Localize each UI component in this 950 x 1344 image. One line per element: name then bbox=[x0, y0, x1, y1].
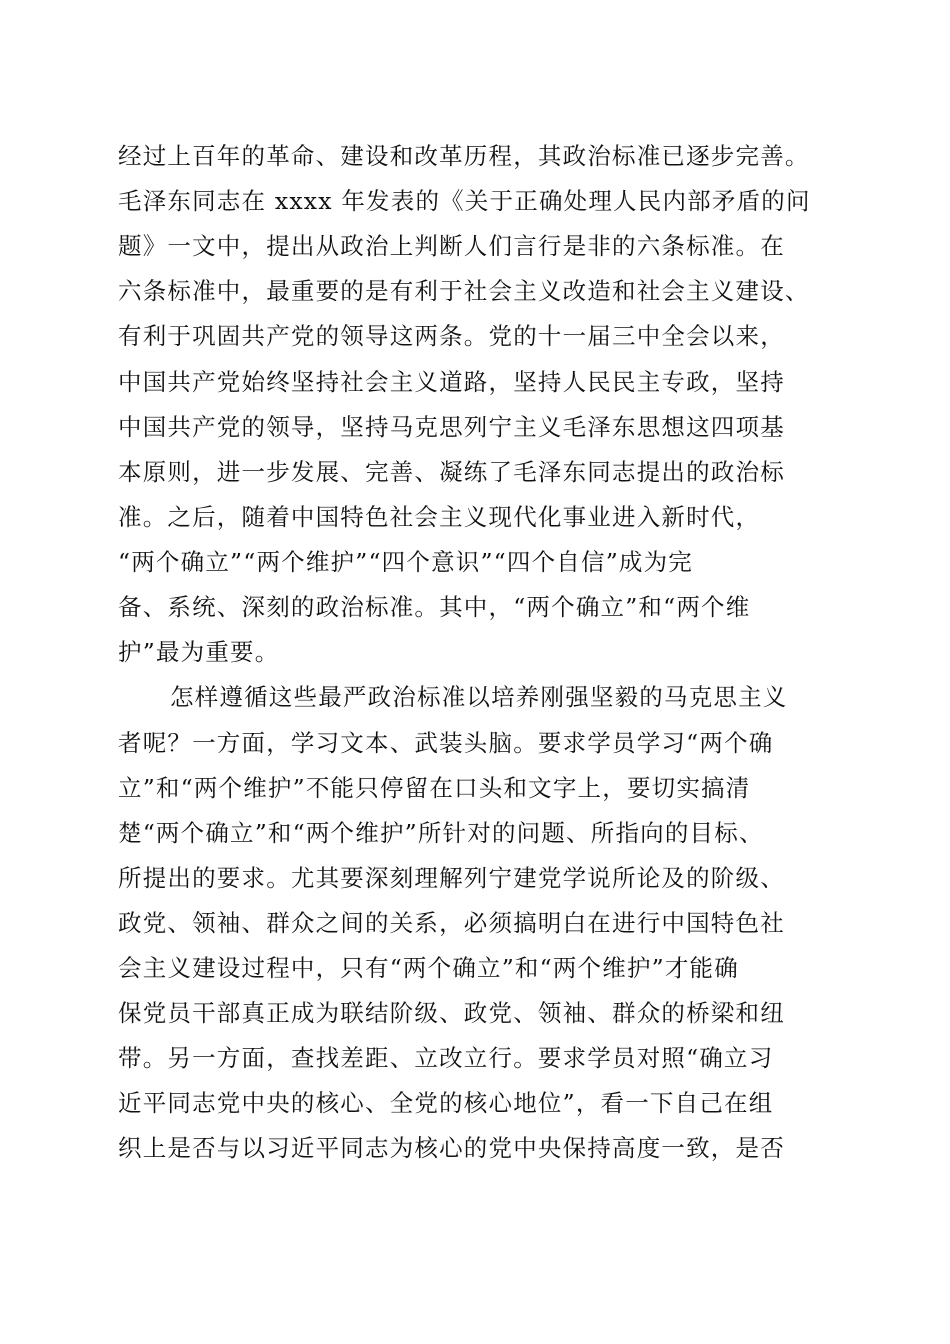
text-line: 准。之后，随着中国特色社会主义现代化事业进入新时代， bbox=[118, 503, 761, 531]
text-line: 题》一文中，提出从政治上判断人们言行是非的六条标准。在 bbox=[118, 232, 785, 260]
paragraph-first-line: 怎样遵循这些最严政治标准以培养刚强坚毅的马克思主义 bbox=[170, 683, 788, 711]
text-line: 本原则，进一步发展、完善、凝练了毛泽东同志提出的政治标 bbox=[118, 458, 785, 486]
text-line: 毛泽东同志在 xxxx 年发表的《关于正确处理人民内部矛盾的问 bbox=[118, 187, 811, 215]
text-line: 护”最为重要。 bbox=[118, 638, 280, 666]
text-line: 带。另一方面，查找差距、立改立行。要求学员对照“确立习 bbox=[118, 1044, 774, 1072]
text-line: 所提出的要求。尤其要深刻理解列宁建党学说所论及的阶级、 bbox=[118, 864, 785, 892]
text-line: “两个确立”“两个维护”“四个意识”“四个自信”成为完 bbox=[118, 548, 694, 576]
text-line: 近平同志党中央的核心、全党的核心地位”，看一下自己在组 bbox=[118, 1089, 774, 1117]
text-line: 保党员干部真正成为联结阶级、政党、领袖、群众的桥梁和纽 bbox=[118, 999, 785, 1027]
text-line: 备、系统、深刻的政治标准。其中，“两个确立”和“两个维 bbox=[118, 593, 751, 621]
text-line: 织上是否与以习近平同志为核心的党中央保持高度一致，是否 bbox=[118, 1134, 785, 1162]
text-line: 中国共产党的领导，坚持马克思列宁主义毛泽东思想这四项基 bbox=[118, 413, 785, 441]
text-line: 者呢？一方面，学习文本、武装头脑。要求学员学习“两个确 bbox=[118, 729, 774, 757]
text-line: 会主义建设过程中，只有“两个确立”和“两个维护”才能确 bbox=[118, 954, 739, 982]
text-line: 楚“两个确立”和“两个维护”所针对的问题、所指向的目标、 bbox=[118, 819, 764, 847]
text-line: 政党、领袖、群众之间的关系，必须搞明白在进行中国特色社 bbox=[118, 909, 785, 937]
text-line: 立”和“两个维护”不能只停留在口头和文字上，要切实搞清 bbox=[118, 774, 751, 802]
text-line: 经过上百年的革命、建设和改革历程，其政治标准已逐步完善。 bbox=[118, 142, 810, 170]
text-line: 六条标准中，最重要的是有利于社会主义改造和社会主义建设、 bbox=[118, 277, 810, 305]
text-line: 中国共产党始终坚持社会主义道路，坚持人民民主专政，坚持 bbox=[118, 368, 785, 396]
text-line: 有利于巩固共产党的领导这两条。党的十一届三中全会以来， bbox=[118, 322, 785, 350]
